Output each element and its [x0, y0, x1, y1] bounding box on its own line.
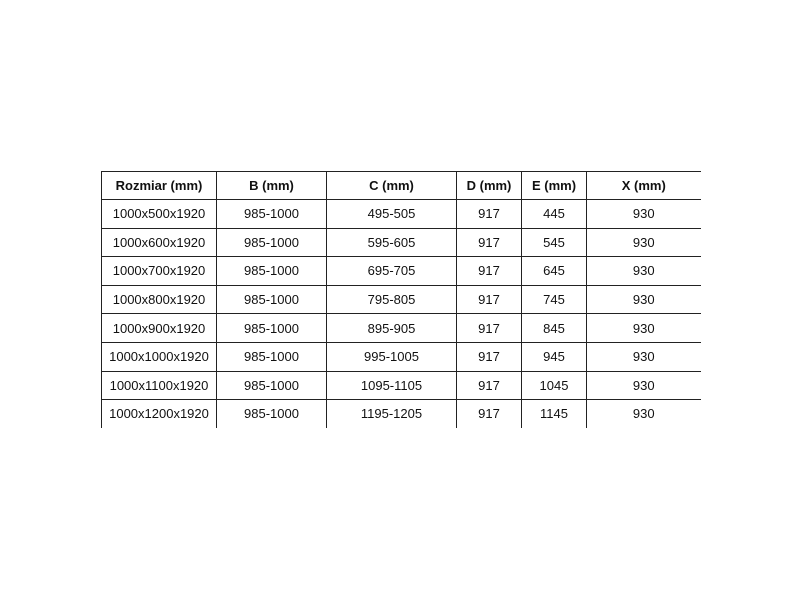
table-row: [102, 400, 701, 428]
cell-c: 1095-1105: [327, 371, 457, 400]
cell-c: 795-805: [327, 285, 457, 314]
cell-x: 930: [587, 342, 701, 371]
cell-rozmiar: 1000x500x1920: [102, 200, 217, 229]
cell-c: 1195-1205: [327, 400, 457, 428]
cell-rozmiar: 1000x1000x1920: [102, 342, 217, 371]
cell-e: 745: [522, 285, 587, 314]
table-row: [102, 257, 701, 286]
size-table: [101, 171, 701, 428]
cell-d: 917: [457, 257, 522, 286]
cell-d: 917: [457, 314, 522, 343]
header-row: [102, 172, 701, 200]
cell-e: 845: [522, 314, 587, 343]
size-table-container: [101, 171, 700, 428]
table-row: [102, 200, 701, 229]
table-row: [102, 314, 701, 343]
cell-e: 645: [522, 257, 587, 286]
cell-b: 985-1000: [217, 371, 327, 400]
cell-e: 1045: [522, 371, 587, 400]
cell-c: 895-905: [327, 314, 457, 343]
cell-x: 930: [587, 285, 701, 314]
cell-b: 985-1000: [217, 228, 327, 257]
table-row: [102, 371, 701, 400]
cell-d: 917: [457, 342, 522, 371]
cell-b: 985-1000: [217, 400, 327, 428]
cell-d: 917: [457, 228, 522, 257]
cell-rozmiar: 1000x600x1920: [102, 228, 217, 257]
cell-rozmiar: 1000x700x1920: [102, 257, 217, 286]
cell-x: 930: [587, 400, 701, 428]
header-c: C (mm): [327, 172, 457, 200]
cell-x: 930: [587, 314, 701, 343]
table-row: [102, 228, 701, 257]
cell-rozmiar: 1000x1200x1920: [102, 400, 217, 428]
table-row: [102, 285, 701, 314]
cell-x: 930: [587, 257, 701, 286]
header-rozmiar: Rozmiar (mm): [102, 172, 217, 200]
cell-rozmiar: 1000x900x1920: [102, 314, 217, 343]
cell-c: 995-1005: [327, 342, 457, 371]
cell-d: 917: [457, 371, 522, 400]
cell-c: 595-605: [327, 228, 457, 257]
cell-rozmiar: 1000x1100x1920: [102, 371, 217, 400]
cell-b: 985-1000: [217, 257, 327, 286]
cell-b: 985-1000: [217, 314, 327, 343]
cell-d: 917: [457, 285, 522, 314]
cell-c: 495-505: [327, 200, 457, 229]
cell-x: 930: [587, 200, 701, 229]
cell-e: 545: [522, 228, 587, 257]
header-d: D (mm): [457, 172, 522, 200]
cell-x: 930: [587, 371, 701, 400]
cell-x: 930: [587, 228, 701, 257]
header-b: B (mm): [217, 172, 327, 200]
cell-e: 1145: [522, 400, 587, 428]
header-e: E (mm): [522, 172, 587, 200]
cell-d: 917: [457, 200, 522, 229]
cell-rozmiar: 1000x800x1920: [102, 285, 217, 314]
cell-d: 917: [457, 400, 522, 428]
table-body: [102, 200, 701, 428]
header-x: X (mm): [587, 172, 701, 200]
cell-c: 695-705: [327, 257, 457, 286]
cell-b: 985-1000: [217, 342, 327, 371]
table-header: [102, 172, 701, 200]
cell-b: 985-1000: [217, 200, 327, 229]
cell-e: 445: [522, 200, 587, 229]
table-row: [102, 342, 701, 371]
cell-b: 985-1000: [217, 285, 327, 314]
cell-e: 945: [522, 342, 587, 371]
